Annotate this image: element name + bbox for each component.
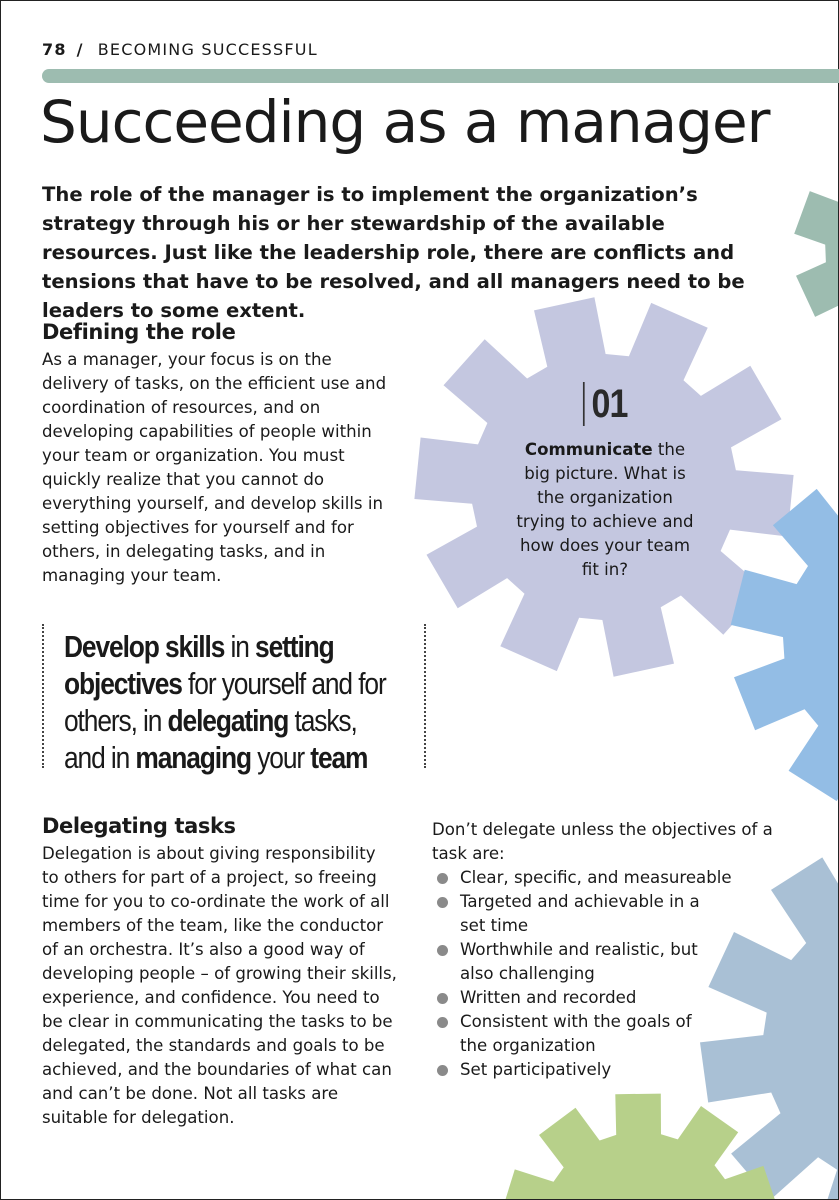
quote-text: others, in	[64, 703, 168, 738]
delegating-text: Delegation is about giving responsibility to others for part of a project, so freeing time for you to co-ordinate the work of all members of the team, like the conductor of an orchestra. It’s also a good way of developing people – of growing their skills, experience, and confidence. You need to be clear in communicating the tasks to be delegated, the standards and goals to be achieved, and the boundaries of what can and can’t be done. Not all tasks are suitable for delegation.	[42, 844, 397, 1127]
bullet-icon	[437, 945, 448, 956]
list-item	[432, 1010, 722, 1058]
bullet-icon	[437, 1017, 448, 1028]
list-item	[432, 1058, 792, 1082]
objectives-column	[432, 818, 792, 1082]
gear-callout	[512, 382, 698, 582]
quote-text: tasks,	[288, 703, 357, 738]
heading-delegating-tasks: Delegating tasks	[42, 814, 236, 838]
running-head	[42, 40, 318, 59]
bullet-icon	[437, 873, 448, 884]
list-item	[432, 866, 792, 890]
bullet-icon	[437, 1065, 448, 1076]
heading-defining-role: Defining the role	[42, 320, 236, 344]
bullet-icon	[437, 993, 448, 1004]
callout-number: 01	[583, 382, 628, 426]
quote-bold-delegating: delegating	[167, 703, 289, 738]
header-separator: /	[76, 40, 84, 59]
list-item	[432, 890, 700, 938]
header-rule	[42, 69, 839, 83]
objectives-list	[432, 866, 792, 1082]
callout-rest: the big picture. What is the organization trying to achieve and how does your team fit in?	[516, 440, 694, 579]
page-number: 78	[42, 40, 67, 59]
callout-text	[512, 438, 698, 582]
objectives-lead: Don’t delegate unless the objectives of a task are:	[432, 820, 773, 863]
list-item-text: Consistent with the goals of the organization	[460, 1012, 692, 1055]
section-name: BECOMING SUCCESSFUL	[97, 40, 318, 59]
list-item-text: Targeted and achievable in a set time	[460, 892, 700, 935]
quote-bold-team: team	[310, 740, 368, 775]
bullet-icon	[437, 897, 448, 908]
callout-bold: Communicate	[524, 440, 653, 459]
list-item	[432, 986, 792, 1010]
pull-quote-text	[64, 628, 386, 776]
page-title: Succeeding as a manager	[40, 88, 770, 156]
quote-text: in	[224, 629, 256, 664]
intro-paragraph: The role of the manager is to implement the organization’s strategy through his or her stewardship of the available resources. Just like the leadership role, there are conflicts and tensions that have to be resolved, and all managers need to be leaders to some extent.	[42, 183, 745, 322]
quote-text: your	[251, 740, 311, 775]
list-item-text: Set participatively	[460, 1060, 612, 1079]
list-item-text: Clear, specific, and measureable	[460, 868, 732, 887]
list-item	[432, 938, 710, 986]
defining-role-text: As a manager, your focus is on the delivery of tasks, on the efficient use and coordination of resources, and on developing capabilities of people within your team or organization. You must quickly realize that you cannot do everything yourself, and develop skills in setting objectives for yourself and for others, in delegating tasks, and in managing your team.	[42, 350, 387, 585]
quote-bold-setting: setting	[255, 629, 334, 664]
quote-bold-objectives: objectives	[64, 666, 182, 701]
quote-bold-develop-skills: Develop skills	[64, 629, 225, 664]
list-item-text: Worthwhile and realistic, but also challenging	[460, 940, 698, 983]
pull-quote	[42, 624, 426, 775]
list-item-text: Written and recorded	[460, 988, 637, 1007]
quote-text: for yourself and for	[181, 666, 386, 701]
quote-text: and in	[64, 740, 136, 775]
quote-bold-managing: managing	[135, 740, 251, 775]
